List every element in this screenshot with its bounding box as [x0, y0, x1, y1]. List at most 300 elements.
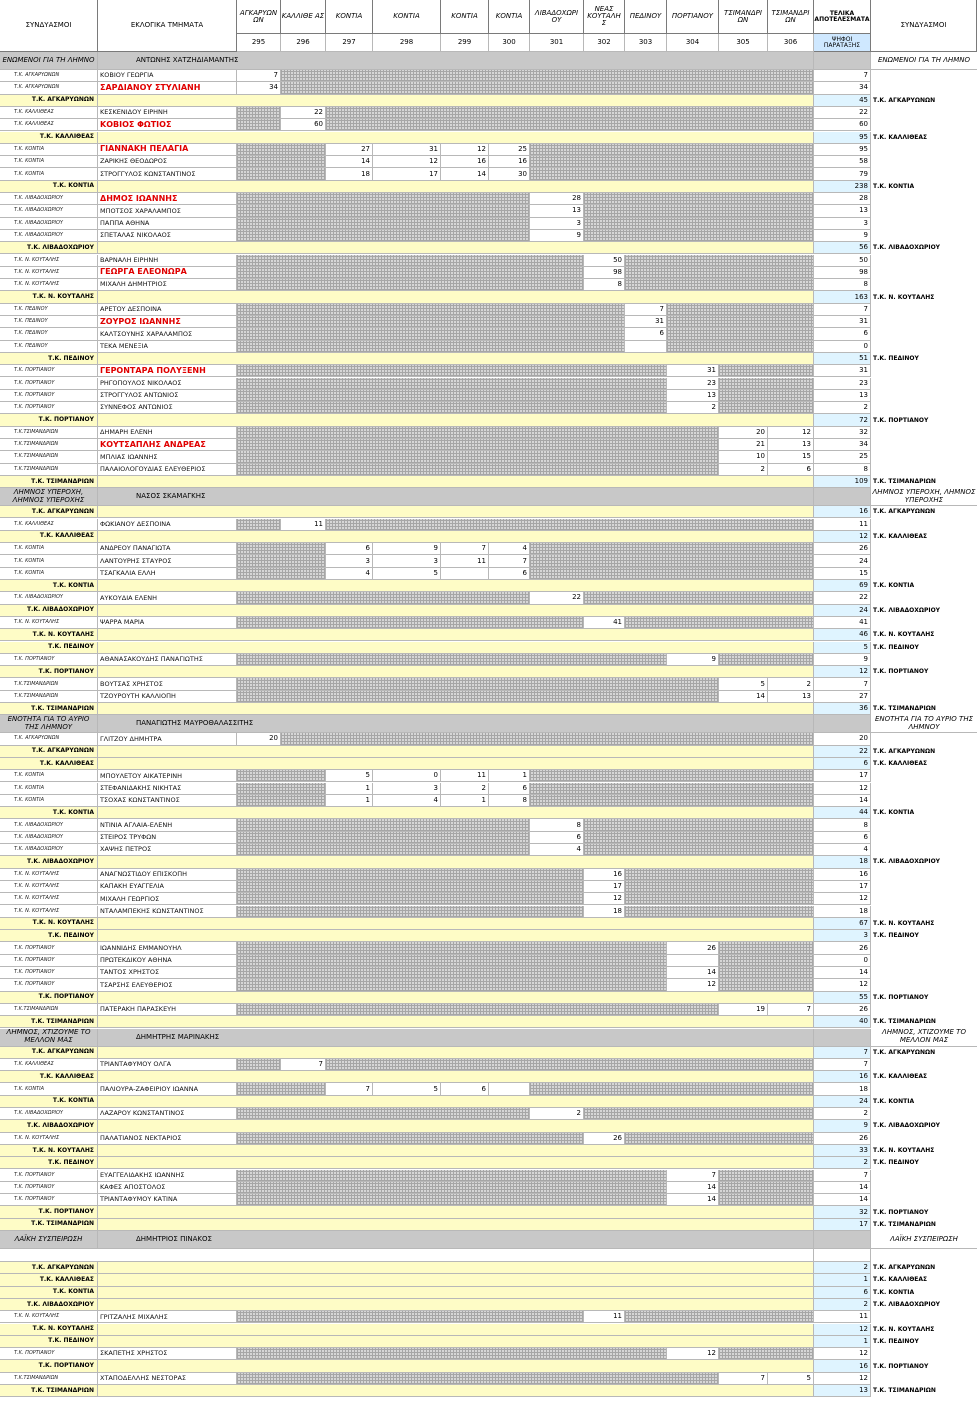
- right-blank: [871, 1108, 977, 1120]
- locality-subtotal: 55: [814, 992, 871, 1004]
- station-number: 296: [281, 34, 326, 52]
- station-votes: 2: [719, 464, 768, 476]
- candidate-locality: Τ.Κ.ΤΣΙΜΑΝΔΡΙΩΝ: [0, 1373, 98, 1385]
- right-blank: [871, 967, 977, 979]
- subtotal-fill: [98, 605, 814, 617]
- inactive-stations: [326, 119, 814, 131]
- station-votes: 13: [768, 691, 814, 703]
- candidate-total: 17: [814, 881, 871, 893]
- candidate-locality: Τ.Κ. Ν. ΚΟΥΤΑΛΗΣ: [0, 1311, 98, 1323]
- candidate-locality: Τ.Κ. ΛΙΒΑΔΟΧΩΡΙΟΥ: [0, 218, 98, 230]
- candidate-locality: Τ.Κ. ΛΙΒΑΔΟΧΩΡΙΟΥ: [0, 832, 98, 844]
- station-votes: 7: [719, 1373, 768, 1385]
- station-votes: 12: [667, 1348, 719, 1360]
- station-votes: 10: [719, 451, 768, 463]
- candidate-locality: Τ.Κ. ΛΙΒΑΔΟΧΩΡΙΟΥ: [0, 1108, 98, 1120]
- candidate-locality: Τ.Κ. ΚΟΝΤΙΑ: [0, 1083, 98, 1095]
- station-votes: [667, 955, 719, 967]
- locality-subtotal-label-right: Τ.Κ. ΤΣΙΜΑΝΔΡΙΩΝ: [871, 703, 977, 715]
- candidate-name: ΜΠΟΤΣΟΣ ΧΑΡΑΛΑΜΠΟΣ: [98, 205, 237, 217]
- station-votes: 12: [373, 156, 441, 168]
- station-number: 302: [584, 34, 625, 52]
- inactive-stations: [530, 144, 814, 156]
- candidate-total: 6: [814, 328, 871, 340]
- locality-subtotal: 6: [814, 1287, 871, 1299]
- candidate-locality: Τ.Κ. ΚΑΛΛΙΘΕΑΣ: [0, 1059, 98, 1071]
- candidate-total: 20: [814, 733, 871, 745]
- candidate-name: ΓΡΙΤΖΑΛΗΣ ΜΙΧΑΛΗΣ: [98, 1311, 237, 1323]
- candidate-locality: Τ.Κ. Ν. ΚΟΥΤΑΛΗΣ: [0, 893, 98, 905]
- candidate-name: ΔΗΜΟΣ ΙΩΑΝΝΗΣ: [98, 193, 237, 205]
- inactive-stations: [237, 543, 326, 555]
- right-blank: [871, 255, 977, 267]
- candidate-locality: Τ.Κ. ΚΟΝΤΙΑ: [0, 156, 98, 168]
- inactive-stations: [237, 770, 326, 782]
- candidate-locality: Τ.Κ. ΠΟΡΤΙΑΝΟΥ: [0, 1348, 98, 1360]
- locality-subtotal-label-right: Τ.Κ. ΚΑΛΛΙΘΕΑΣ: [871, 531, 977, 543]
- candidate-total: 7: [814, 678, 871, 690]
- candidate-total: 2: [814, 1108, 871, 1120]
- inactive-stations: [237, 168, 326, 180]
- station-votes: 31: [373, 144, 441, 156]
- candidate-total: 26: [814, 942, 871, 954]
- locality-subtotal: 69: [814, 580, 871, 592]
- right-blank: [871, 107, 977, 119]
- locality-subtotal-label-right: Τ.Κ. ΚΟΝΤΙΑ: [871, 181, 977, 193]
- inactive-stations: [719, 1170, 814, 1182]
- right-blank: [871, 1194, 977, 1206]
- subtotal-fill: [98, 807, 814, 819]
- candidate-name: ΓΕΡΟΝΤΑΡΑ ΠΟΛΥΞΕΝΗ: [98, 365, 237, 377]
- subtotal-fill: [98, 918, 814, 930]
- locality-subtotal-label-right: Τ.Κ. ΠΟΡΤΙΑΝΟΥ: [871, 992, 977, 1004]
- party-leader: ΑΝΤΩΝΗΣ ΧΑΤΖΗΔΙΑΜΑΝΤΗΣ: [98, 52, 814, 70]
- station-votes: 28: [530, 193, 584, 205]
- candidate-name: ΡΗΓΟΠΟΥΛΟΣ ΝΙΚΟΛΑΟΣ: [98, 378, 237, 390]
- candidate-name: ΧΤΑΠΟΔΕΛΛΗΣ ΝΕΣΤΟΡΑΣ: [98, 1373, 237, 1385]
- candidate-locality: Τ.Κ. Ν. ΚΟΥΤΑΛΗΣ: [0, 906, 98, 918]
- locality-subtotal-label-right: Τ.Κ. ΑΓΚΑΡΥΩΝΩΝ: [871, 506, 977, 518]
- candidate-locality: Τ.Κ. ΠΟΡΤΙΑΝΟΥ: [0, 378, 98, 390]
- station-votes: 9: [667, 654, 719, 666]
- inactive-stations: [237, 218, 530, 230]
- candidate-locality: Τ.Κ. ΠΟΡΤΙΑΝΟΥ: [0, 1194, 98, 1206]
- right-blank: [871, 119, 977, 131]
- candidate-name: ΓΕΩΡΓΑ ΕΛΕΟΝΩΡΑ: [98, 267, 237, 279]
- right-blank: [871, 555, 977, 567]
- inactive-stations: [237, 678, 719, 690]
- locality-subtotal-label-right: Τ.Κ. ΑΓΚΑΡΥΩΝΩΝ: [871, 1047, 977, 1059]
- candidate-locality: Τ.Κ. Ν. ΚΟΥΤΑΛΗΣ: [0, 255, 98, 267]
- station-votes: 1: [326, 795, 373, 807]
- party-name: ΛΑΪΚΗ ΣΥΣΠΕΙΡΩΣΗ: [0, 1231, 98, 1249]
- subtotal-fill: [98, 1047, 814, 1059]
- locality-subtotal-label-right: Τ.Κ. Ν. ΚΟΥΤΑΛΗΣ: [871, 1145, 977, 1157]
- right-blank: [871, 678, 977, 690]
- locality-subtotal-label: Τ.Κ. Ν. ΚΟΥΤΑΛΗΣ: [0, 629, 98, 641]
- right-blank: [871, 733, 977, 745]
- right-blank: [871, 568, 977, 580]
- inactive-stations: [237, 979, 667, 991]
- station-votes: 9: [530, 230, 584, 242]
- station-name: ΛΙΒΑΔΟΧΩΡΙ ΟΥ: [530, 0, 584, 34]
- inactive-stations: [584, 844, 814, 856]
- candidate-name: ΤΖΟΥΡΟΥΤΗ ΚΑΛΛΙΟΠΗ: [98, 691, 237, 703]
- candidate-total: 9: [814, 230, 871, 242]
- inactive-stations: [281, 70, 814, 82]
- right-blank: [871, 1059, 977, 1071]
- party-name-right: ΛΗΜΝΟΣ ΥΠΕΡΟΧΗ, ΛΗΜΝΟΣ ΥΠΕΡΟΧΗΣ: [871, 488, 977, 506]
- station-name: ΚΑΛΛΙΘΕ ΑΣ: [281, 0, 326, 34]
- candidate-total: 7: [814, 1170, 871, 1182]
- candidate-name: ΣΑΡΔΙΑΝΟΥ ΣΤΥΛΙΑΝΗ: [98, 82, 237, 94]
- locality-subtotal-label-right: Τ.Κ. ΠΟΡΤΙΑΝΟΥ: [871, 414, 977, 426]
- candidate-locality: Τ.Κ. Ν. ΚΟΥΤΑΛΗΣ: [0, 869, 98, 881]
- locality-subtotal: 109: [814, 476, 871, 488]
- subtotal-fill: [98, 181, 814, 193]
- candidate-name: ΣΤΕΙΡΟΣ ΤΡΥΦΩΝ: [98, 832, 237, 844]
- candidate-locality: Τ.Κ. ΠΟΡΤΙΑΝΟΥ: [0, 1182, 98, 1194]
- right-blank: [871, 832, 977, 844]
- locality-subtotal-label: Τ.Κ. ΠΕΔΙΝΟΥ: [0, 930, 98, 942]
- inactive-stations: [237, 832, 530, 844]
- locality-subtotal-label: Τ.Κ. ΤΣΙΜΑΝΔΡΙΩΝ: [0, 1385, 98, 1397]
- candidate-total: 3: [814, 218, 871, 230]
- candidate-locality: Τ.Κ.ΤΣΙΜΑΝΔΡΙΩΝ: [0, 678, 98, 690]
- station-votes: 20: [719, 427, 768, 439]
- party-total-blank: [814, 715, 871, 733]
- inactive-stations: [237, 1133, 584, 1145]
- inactive-stations: [667, 304, 814, 316]
- right-blank: [871, 218, 977, 230]
- subtotal-fill: [98, 758, 814, 770]
- candidate-total: 8: [814, 464, 871, 476]
- candidate-total: 34: [814, 82, 871, 94]
- locality-subtotal: 24: [814, 605, 871, 617]
- station-votes: 2: [441, 783, 489, 795]
- subtotal-fill: [98, 1336, 814, 1348]
- station-votes: 19: [719, 1004, 768, 1016]
- inactive-stations: [719, 967, 814, 979]
- station-votes: 11: [441, 555, 489, 567]
- station-votes: 12: [667, 979, 719, 991]
- candidate-locality: Τ.Κ. ΠΟΡΤΙΑΝΟΥ: [0, 955, 98, 967]
- candidate-total: 7: [814, 70, 871, 82]
- locality-subtotal-label-right: Τ.Κ. ΚΟΝΤΙΑ: [871, 1287, 977, 1299]
- station-votes: 20: [237, 733, 281, 745]
- station-votes: 7: [441, 543, 489, 555]
- subtotal-fill: [98, 666, 814, 678]
- candidate-total: 18: [814, 1083, 871, 1095]
- party-leader: ΠΑΝΑΓΙΩΤΗΣ ΜΑΥΡΟΘΑΛΑΣΣΙΤΗΣ: [98, 715, 814, 733]
- candidate-name: ΛΑΖΑΡΟΥ ΚΩΝΣΤΑΝΤΙΝΟΣ: [98, 1108, 237, 1120]
- candidate-name: ΚΟΒΙΟΥ ΓΕΩΡΓΙΑ: [98, 70, 237, 82]
- right-blank: [871, 1311, 977, 1323]
- candidate-name: ΚΑΠΑΚΗ ΕΥΑΓΓΕΛΙΑ: [98, 881, 237, 893]
- locality-subtotal-label-right: Τ.Κ. ΤΣΙΜΑΝΔΡΙΩΝ: [871, 1016, 977, 1028]
- candidate-locality: Τ.Κ. Ν. ΚΟΥΤΑΛΗΣ: [0, 881, 98, 893]
- candidate-locality: Τ.Κ.ΤΣΙΜΑΝΔΡΙΩΝ: [0, 427, 98, 439]
- inactive-stations: [237, 955, 667, 967]
- candidate-locality: Τ.Κ. ΠΕΔΙΝΟΥ: [0, 328, 98, 340]
- locality-subtotal-label-right: Τ.Κ. ΛΙΒΑΔΟΧΩΡΙΟΥ: [871, 856, 977, 868]
- right-blank: [871, 193, 977, 205]
- candidate-name: ΚΑΦΕΣ ΑΠΟΣΤΟΛΟΣ: [98, 1182, 237, 1194]
- inactive-stations: [237, 427, 719, 439]
- candidate-total: 0: [814, 955, 871, 967]
- right-blank: [871, 942, 977, 954]
- candidate-name: ΣΤΡΟΓΓΥΛΟΣ ΚΩΝΣΤΑΝΤΙΝΟΣ: [98, 168, 237, 180]
- locality-subtotal-label: Τ.Κ. ΠΟΡΤΙΑΝΟΥ: [0, 666, 98, 678]
- locality-subtotal: 67: [814, 918, 871, 930]
- candidate-name: ΣΤΕΦΑΝΙΔΑΚΗΣ ΝΙΚΗΤΑΣ: [98, 783, 237, 795]
- station-votes: 50: [584, 255, 625, 267]
- candidate-total: 25: [814, 451, 871, 463]
- station-number: 298: [373, 34, 441, 52]
- candidate-locality: Τ.Κ. ΚΟΝΤΙΑ: [0, 168, 98, 180]
- candidate-name: ΠΑΛΑΙΟΛΟΓΟΥΔΙΑΣ ΕΛΕΥΘΕΡΙΟΣ: [98, 464, 237, 476]
- subtotal-fill: [98, 580, 814, 592]
- locality-subtotal: 13: [814, 1385, 871, 1397]
- subtotal-fill: [98, 1287, 814, 1299]
- subtotal-fill: [98, 992, 814, 1004]
- station-votes: 5: [326, 770, 373, 782]
- inactive-stations: [237, 255, 584, 267]
- candidate-locality: Τ.Κ. ΚΟΝΤΙΑ: [0, 770, 98, 782]
- locality-subtotal: 2: [814, 1299, 871, 1311]
- station-votes: 5: [373, 1083, 441, 1095]
- candidate-total: 14: [814, 795, 871, 807]
- station-votes: 3: [530, 218, 584, 230]
- party-total-blank: [814, 1231, 871, 1249]
- locality-subtotal: 238: [814, 181, 871, 193]
- candidate-name: ΦΩΚΙΑΝΟΥ ΔΕΣΠΟΙΝΑ: [98, 519, 237, 531]
- locality-subtotal-label-right: Τ.Κ. ΚΑΛΛΙΘΕΑΣ: [871, 758, 977, 770]
- candidate-total: 11: [814, 1311, 871, 1323]
- candidate-total: 0: [814, 341, 871, 353]
- station-number: 301: [530, 34, 584, 52]
- station-votes: 31: [625, 316, 667, 328]
- locality-subtotal-label-right: Τ.Κ. ΠΕΔΙΝΟΥ: [871, 353, 977, 365]
- inactive-stations: [667, 316, 814, 328]
- station-votes: 7: [237, 70, 281, 82]
- candidate-locality: Τ.Κ. ΚΑΛΛΙΘΕΑΣ: [0, 519, 98, 531]
- right-blank: [871, 893, 977, 905]
- station-name: ΚΟΝΤΙΑ: [441, 0, 489, 34]
- station-name: ΝΕΑΣ ΚΟΥΤΑΛΗ Σ: [584, 0, 625, 34]
- blank-total: [814, 1249, 871, 1262]
- subtotal-fill: [98, 291, 814, 303]
- station-votes: 1: [489, 770, 530, 782]
- locality-subtotal: 9: [814, 1120, 871, 1132]
- inactive-stations: [530, 1083, 814, 1095]
- candidate-locality: Τ.Κ. ΚΟΝΤΙΑ: [0, 144, 98, 156]
- station-name: ΠΟΡΤΙΑΝΟΥ: [667, 0, 719, 34]
- inactive-stations: [237, 1004, 719, 1016]
- inactive-stations: [719, 402, 814, 414]
- inactive-stations: [237, 341, 625, 353]
- station-votes: 30: [489, 168, 530, 180]
- candidate-locality: Τ.Κ. ΠΟΡΤΙΑΝΟΥ: [0, 390, 98, 402]
- station-votes: 0: [373, 770, 441, 782]
- candidate-locality: Τ.Κ. ΠΕΔΙΝΟΥ: [0, 304, 98, 316]
- right-blank: [871, 267, 977, 279]
- inactive-stations: [719, 390, 814, 402]
- inactive-stations: [584, 819, 814, 831]
- candidate-total: 8: [814, 819, 871, 831]
- candidate-name: ΝΤΙΝΙΑ ΑΓΛΑΙΑ-ΕΛΕΝΗ: [98, 819, 237, 831]
- subtotal-fill: [98, 1145, 814, 1157]
- locality-subtotal-label: Τ.Κ. ΛΙΒΑΔΟΧΩΡΙΟΥ: [0, 242, 98, 254]
- candidate-total: 31: [814, 365, 871, 377]
- blank-row: [0, 1249, 814, 1262]
- party-name-right: ΕΝΟΤΗΤΑ ΓΙΑ ΤΟ ΑΥΡΙΟ ΤΗΣ ΛΗΜΝΟΥ: [871, 715, 977, 733]
- inactive-stations: [530, 156, 814, 168]
- right-blank: [871, 881, 977, 893]
- locality-subtotal: 6: [814, 758, 871, 770]
- candidate-locality: Τ.Κ. ΛΙΒΑΔΟΧΩΡΙΟΥ: [0, 230, 98, 242]
- right-blank: [871, 304, 977, 316]
- station-votes: 5: [768, 1373, 814, 1385]
- subtotal-fill: [98, 531, 814, 543]
- subtotal-fill: [98, 1071, 814, 1083]
- right-blank: [871, 783, 977, 795]
- station-votes: 9: [373, 543, 441, 555]
- station-votes: 16: [441, 156, 489, 168]
- inactive-stations: [625, 617, 814, 629]
- inactive-stations: [625, 267, 814, 279]
- inactive-stations: [584, 205, 814, 217]
- station-votes: 14: [441, 168, 489, 180]
- locality-subtotal: 5: [814, 642, 871, 654]
- right-blank: [871, 1348, 977, 1360]
- candidate-name: ΤΣΑΡΣΗΣ ΕΛΕΥΘΕΡΙΟΣ: [98, 979, 237, 991]
- station-name: ΚΟΝΤΙΑ: [326, 0, 373, 34]
- candidate-locality: Τ.Κ. ΛΙΒΑΔΟΧΩΡΙΟΥ: [0, 844, 98, 856]
- inactive-stations: [237, 107, 281, 119]
- party-name: ΕΝΩΜΕΝΟΙ ΓΙΑ ΤΗ ΛΗΜΝΟ: [0, 52, 98, 70]
- subtotal-fill: [98, 1299, 814, 1311]
- candidate-locality: Τ.Κ. Ν. ΚΟΥΤΑΛΗΣ: [0, 1133, 98, 1145]
- candidate-locality: Τ.Κ. ΠΟΡΤΙΑΝΟΥ: [0, 402, 98, 414]
- locality-subtotal-label-right: Τ.Κ. ΛΙΒΑΔΟΧΩΡΙΟΥ: [871, 1120, 977, 1132]
- locality-subtotal: 24: [814, 1096, 871, 1108]
- inactive-stations: [326, 1059, 814, 1071]
- inactive-stations: [719, 942, 814, 954]
- locality-subtotal: 44: [814, 807, 871, 819]
- subtotal-fill: [98, 1096, 814, 1108]
- inactive-stations: [237, 156, 326, 168]
- station-name: ΤΣΙΜΑΝΔΡΙ ΩΝ: [768, 0, 814, 34]
- locality-subtotal: 12: [814, 531, 871, 543]
- inactive-stations: [237, 906, 584, 918]
- inactive-stations: [237, 144, 326, 156]
- inactive-stations: [237, 316, 625, 328]
- station-votes: 13: [530, 205, 584, 217]
- right-blank: [871, 70, 977, 82]
- subtotal-fill: [98, 506, 814, 518]
- locality-subtotal-label: Τ.Κ. ΑΓΚΑΡΥΩΝΩΝ: [0, 95, 98, 107]
- candidate-total: 32: [814, 427, 871, 439]
- header-tmimata: ΕΚΛΟΓΙΚΑ ΤΜΗΜΑΤΑ: [98, 0, 237, 52]
- locality-subtotal-label: Τ.Κ. ΚΑΛΛΙΘΕΑΣ: [0, 132, 98, 144]
- locality-subtotal-label-right: Τ.Κ. ΤΣΙΜΑΝΔΡΙΩΝ: [871, 1219, 977, 1231]
- locality-subtotal: 56: [814, 242, 871, 254]
- candidate-total: 50: [814, 255, 871, 267]
- right-blank: [871, 168, 977, 180]
- station-votes: 12: [584, 893, 625, 905]
- locality-subtotal-label-right: Τ.Κ. ΛΙΒΑΔΟΧΩΡΙΟΥ: [871, 1299, 977, 1311]
- inactive-stations: [237, 451, 719, 463]
- locality-subtotal: 2: [814, 1157, 871, 1169]
- inactive-stations: [237, 568, 326, 580]
- locality-subtotal-label: Τ.Κ. ΛΙΒΑΔΟΧΩΡΙΟΥ: [0, 1120, 98, 1132]
- candidate-total: 9: [814, 654, 871, 666]
- locality-subtotal: 16: [814, 506, 871, 518]
- inactive-stations: [237, 967, 667, 979]
- inactive-stations: [237, 304, 625, 316]
- station-name: ΚΟΝΤΙΑ: [489, 0, 530, 34]
- locality-subtotal-label: Τ.Κ. ΛΙΒΑΔΟΧΩΡΙΟΥ: [0, 605, 98, 617]
- station-name: ΤΣΙΜΑΝΔΡΙ ΩΝ: [719, 0, 768, 34]
- locality-subtotal-label-right: Τ.Κ. ΚΑΛΛΙΘΕΑΣ: [871, 1274, 977, 1286]
- locality-subtotal-label-right: Τ.Κ. ΠΟΡΤΙΑΝΟΥ: [871, 666, 977, 678]
- locality-subtotal-label: Τ.Κ. ΤΣΙΜΑΝΔΡΙΩΝ: [0, 1219, 98, 1231]
- inactive-stations: [530, 770, 814, 782]
- locality-subtotal-label-right: Τ.Κ. Ν. ΚΟΥΤΑΛΗΣ: [871, 918, 977, 930]
- candidate-total: 31: [814, 316, 871, 328]
- candidate-total: 14: [814, 1182, 871, 1194]
- locality-subtotal-label: Τ.Κ. ΠΕΔΙΝΟΥ: [0, 1336, 98, 1348]
- party-leader: ΔΗΜΗΤΡΗΣ ΜΑΡΙΝΑΚΗΣ: [98, 1029, 814, 1047]
- right-blank: [871, 427, 977, 439]
- inactive-stations: [625, 1133, 814, 1145]
- candidate-total: 41: [814, 617, 871, 629]
- candidate-name: ΠΑΠΠΑ ΑΘΗΝΑ: [98, 218, 237, 230]
- station-votes: 4: [326, 568, 373, 580]
- candidate-name: ΤΣΟΧΑΣ ΚΩΝΣΤΑΝΤΙΝΟΣ: [98, 795, 237, 807]
- subtotal-fill: [98, 95, 814, 107]
- locality-subtotal-label-right: Τ.Κ. ΠΕΔΙΝΟΥ: [871, 930, 977, 942]
- inactive-stations: [719, 979, 814, 991]
- locality-subtotal-label-right: Τ.Κ. ΛΙΒΑΔΟΧΩΡΙΟΥ: [871, 242, 977, 254]
- station-votes: 6: [326, 543, 373, 555]
- inactive-stations: [584, 832, 814, 844]
- inactive-stations: [237, 378, 667, 390]
- inactive-stations: [281, 82, 814, 94]
- inactive-stations: [237, 1348, 667, 1360]
- party-name-right: ΛΑΪΚΗ ΣΥΣΠΕΙΡΩΣΗ: [871, 1231, 977, 1249]
- candidate-total: 7: [814, 304, 871, 316]
- subtotal-fill: [98, 642, 814, 654]
- station-votes: 25: [489, 144, 530, 156]
- candidate-total: 12: [814, 1348, 871, 1360]
- inactive-stations: [237, 942, 667, 954]
- right-blank: [871, 906, 977, 918]
- inactive-stations: [237, 592, 530, 604]
- inactive-stations: [326, 519, 814, 531]
- inactive-stations: [237, 1108, 530, 1120]
- right-blank: [871, 617, 977, 629]
- inactive-stations: [237, 519, 281, 531]
- inactive-stations: [584, 218, 814, 230]
- header-results: ΤΕΛΙΚΑ ΑΠΟΤΕΛΕΣΜΑΤΑ: [814, 0, 871, 34]
- inactive-stations: [625, 1311, 814, 1323]
- right-blank: [871, 144, 977, 156]
- candidate-total: 6: [814, 832, 871, 844]
- inactive-stations: [719, 1182, 814, 1194]
- locality-subtotal-label-right: Τ.Κ. ΑΓΚΑΡΥΩΝΩΝ: [871, 746, 977, 758]
